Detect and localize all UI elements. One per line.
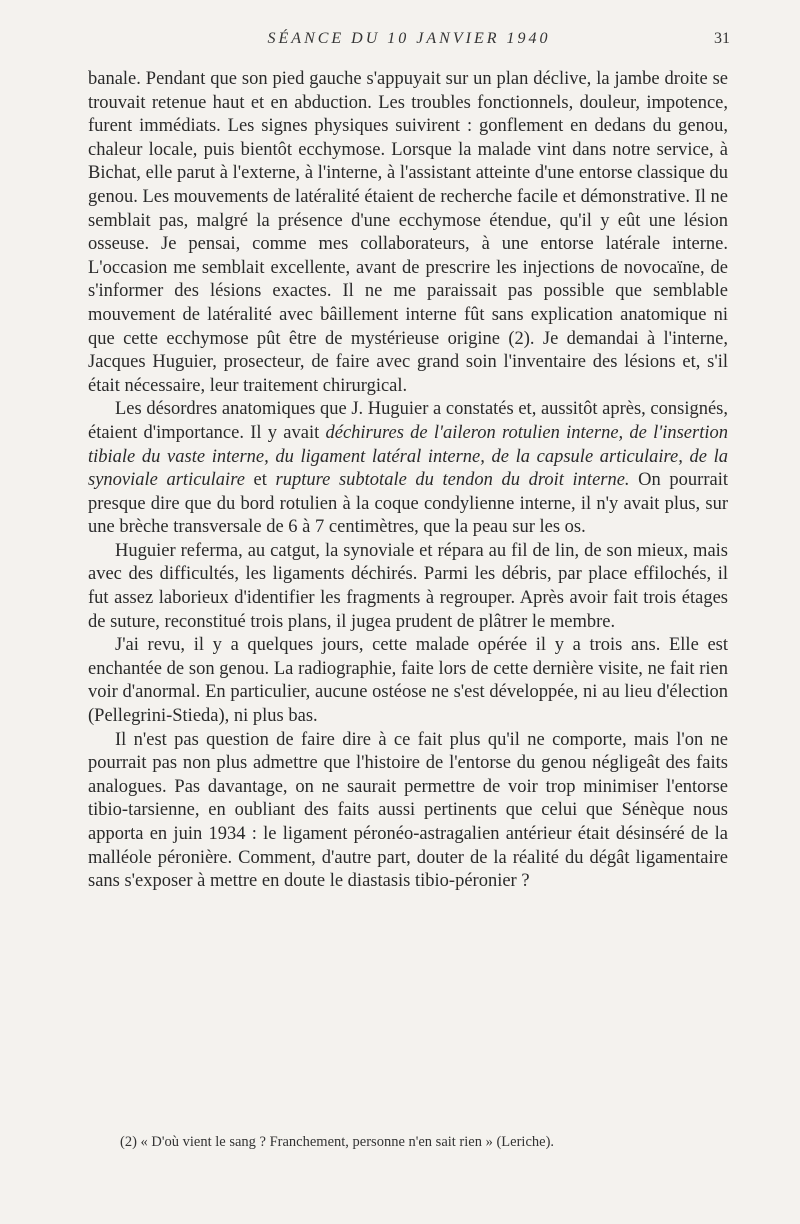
page-number: 31	[714, 30, 730, 47]
paragraph-1: banale. Pendant que son pied gauche s'appuyait sur un plan déclive, la jambe droite se trouvait retenue haut et en abduction. Les troubles fonctionnels, douleur, impotence, furent immédiats. Les signes physiques suivirent : gonflement en dedans du genou, chaleur locale, puis bientôt ecchymose. Lorsque la malade vint dans notre service, à Bichat, elle parut à l'externe, à l'interne, à l'assistant atteinte d'une entorse classique du genou. Les mouvements de latéralité étaient de recherche facile et démonstrative. Il ne semblait pas, malgré la présence d'une ecchymose étendue, qu'il y eût une lésion osseuse. Je pensai, comme mes collaborateurs, à une entorse latérale interne. L'occasion me semblait excellente, avant de prescrire les injections de novocaïne, de s'informer des lésions exactes. Il ne me paraissait pas possible que semblable mouvement de latéralité avec bâillement interne fût sans explication anatomique ni que cette ecchymose pût être de mystérieuse origine (2). Je demandai à l'interne, Jacques Huguier, prosecteur, de faire avec grand soin l'inventaire des lésions et, s'il était nécessaire, leur traitement chirurgical.	[88, 69, 729, 396]
paragraph-4: J'ai revu, il y a quelques jours, cette malade opérée il y a trois ans. Elle est enchantée de son genou. La radiographie, faite lors de cette dernière visite, ne fait rien voir d'anormal. En particulier, aucune ostéose ne s'est développée, ni au lieu d'élection (Pellegrini-Stieda), ni plus bas.	[88, 635, 728, 727]
paragraph-2-intro: Les désordres anatomiques que J. Huguier a constatés et, aussitôt après, consignés, étaient d'importance. Il y avait	[88, 399, 728, 443]
paragraph-2-rupture-italic: rupture subtotale du tendon du droit interne.	[275, 470, 630, 491]
paragraph-5: Il n'est pas question de faire dire à ce fait plus qu'il ne comporte, mais l'on ne pourrait pas non plus admettre que l'histoire de l'entorse du genou négligeât des faits analogues. Pas davantage, on ne saurait permettre de voir trop minimiser l'entorse tibio-tarsienne, en oubliant des faits aussi pertinents que celui que Sénèque nous apporta en juin 1934 : le ligament péronéo-astragalien antérieur était désinséré de la malléole péronière. Comment, d'autre part, douter de la réalité du dégât ligamentaire sans s'exposer à mettre en doute le diastasis tibio-péronier ?	[88, 729, 728, 892]
body-text	[88, 68, 728, 894]
paragraph-2-conjunction: et	[244, 470, 276, 491]
paragraph-2-lesions-italic: déchirures de l'aileron rotulien interne, de l'insertion tibiale du vaste interne, du ligament latéral interne, de la capsule articulaire, de la synoviale articulaire	[88, 422, 728, 491]
paragraph-2	[88, 398, 728, 540]
paragraph-3: Huguier referma, au catgut, la synoviale et répara au fil de lin, de son mieux, mais avec des difficultés, les ligaments déchirés. Parmi les débris, par place effilochés, il fut assez laborieux d'identifier les fragments à regrouper. Après avoir fait trois étages de suture, reconstitué trois plans, il jugea prudent de plâtrer le membre.	[88, 540, 728, 632]
running-title: SÉANCE DU 10 JANVIER 1940	[267, 30, 551, 47]
page-header	[88, 30, 730, 56]
paragraph-2-conclusion: On pourrait presque dire que du bord rotulien à la coque condylienne interne, il n'y avait plus, sur une brèche transversale de 6 à 7 centimètres, que la peau sur les os.	[88, 470, 728, 538]
footnote: (2) « D'où vient le sang ? Franchement, personne n'en sait rien » (Leriche).	[120, 1134, 555, 1150]
